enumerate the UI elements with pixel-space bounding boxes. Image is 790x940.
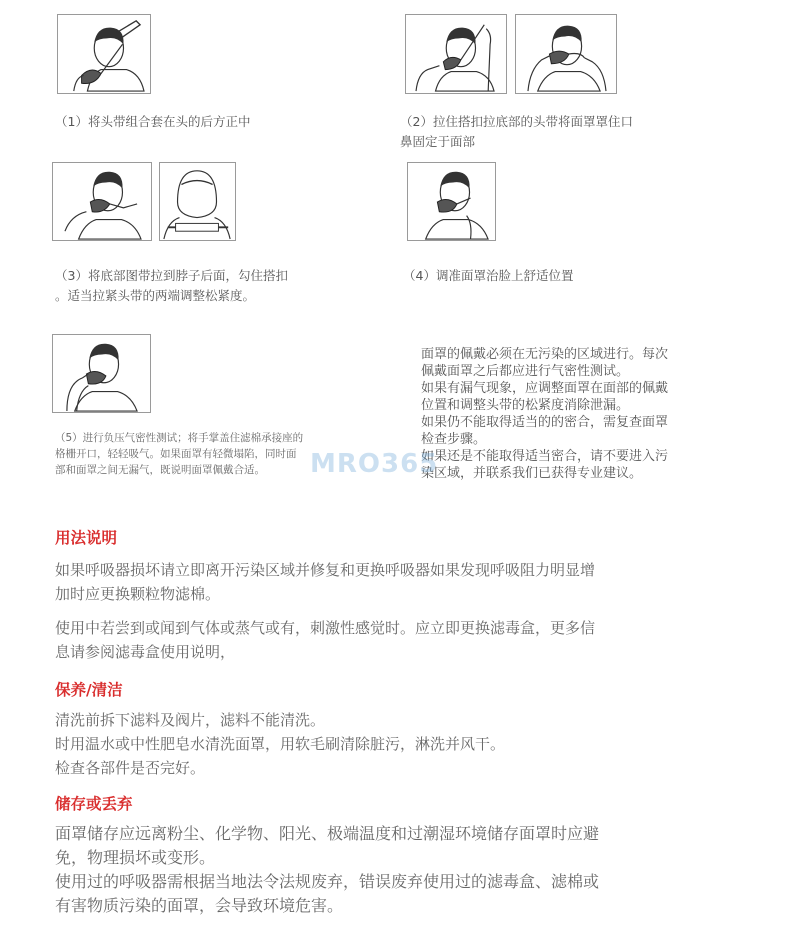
section-line: 时用温水或中性肥皂水清洗面罩，用软毛刷清除脏污，淋洗并风干。 bbox=[55, 735, 506, 753]
fit-test-note-line: 佩戴面罩之后都应进行气密性测试。 bbox=[421, 364, 630, 379]
fit-test-note-line: 检查步骤。 bbox=[421, 432, 487, 447]
step-3-illustration-b bbox=[159, 162, 236, 241]
step-4-illustration bbox=[407, 162, 496, 241]
step-3-caption-line: 。适当拉紧头带的两端调整松紧度。 bbox=[55, 288, 256, 303]
step-3-caption bbox=[55, 266, 288, 306]
watermark: MRO365 bbox=[310, 449, 439, 479]
fit-test-note-line: 染区域，并联系我们已获得专业建议。 bbox=[421, 466, 643, 481]
section-line: 使用过的呼吸器需根据当地法令法规废弃，错误废弃使用过的滤毒盒、滤棉或 bbox=[55, 872, 600, 891]
step-2-illustration-a bbox=[405, 14, 507, 94]
step-2-illustration-b bbox=[515, 14, 617, 94]
section-line: 息请参阅滤毒盒使用说明， bbox=[55, 643, 236, 661]
person-pulling-strap-icon bbox=[406, 15, 506, 93]
section-line: 使用中若尝到或闻到气体或蒸气或有，刺激性感觉时。应立即更换滤毒盒，更多信 bbox=[55, 619, 596, 637]
section-line: 有害物质污染的面罩，会导致环境危害。 bbox=[55, 896, 344, 915]
fit-test-note-line: 如果有漏气现象，应调整面罩在面部的佩戴 bbox=[421, 381, 669, 396]
person-wearing-mask-icon bbox=[408, 163, 495, 240]
step-2-caption-line: （2）拉住搭扣拉底部的头带将面罩罩住口 bbox=[400, 114, 633, 129]
step-2-caption bbox=[400, 112, 633, 152]
section-body-storage bbox=[55, 822, 755, 918]
section-body-usage bbox=[55, 558, 755, 664]
step-3-illustration-a bbox=[52, 162, 152, 241]
step-5-caption-line: 部和面罩之间无漏气，既说明面罩佩戴合适。 bbox=[55, 464, 265, 476]
section-line: 检查各部件是否完好。 bbox=[55, 759, 206, 777]
person-testing-seal-icon bbox=[53, 335, 150, 412]
section-line: 免，物理损坏或变形。 bbox=[55, 848, 216, 867]
fit-test-note-line: 面罩的佩戴必须在无污染的区域进行。每次 bbox=[421, 347, 669, 362]
step-1-illustration bbox=[57, 14, 151, 94]
step-1-caption-line: （1）将头带组合套在头的后方正中 bbox=[55, 114, 251, 129]
section-line: 加时应更换颗粒物滤棉。 bbox=[55, 585, 221, 603]
section-heading-storage: 储存或丢弃 bbox=[55, 795, 133, 813]
fit-test-note-line: 如果还是不能取得适当密合，请不要进入污 bbox=[421, 449, 669, 464]
step-5-illustration bbox=[52, 334, 151, 413]
section-body-care bbox=[55, 708, 755, 780]
back-of-head-strap-icon bbox=[160, 163, 235, 240]
step-4-caption bbox=[403, 266, 573, 286]
step-3-caption-line: （3）将底部图带拉到脖子后面，勾住搭扣 bbox=[55, 268, 288, 283]
step-4-caption-line: （4）调准面罩治脸上舒适位置 bbox=[403, 268, 574, 283]
fit-test-note bbox=[421, 346, 771, 482]
section-heading-usage: 用法说明 bbox=[55, 529, 118, 547]
section-line: 如果呼吸器损坏请立即离开污染区域并修复和更换呼吸器如果发现呼吸阻力明显增 bbox=[55, 561, 596, 579]
step-5-caption-line: （5）进行负压气密性测试；将手掌盖住滤棉承接座的 bbox=[55, 432, 304, 444]
fit-test-note-line: 位置和调整头带的松紧度消除泄漏。 bbox=[421, 398, 630, 413]
section-line: 清洗前拆下滤料及阀片，滤料不能清洗。 bbox=[55, 711, 326, 729]
step-1-caption bbox=[55, 112, 250, 132]
person-donning-mask-icon bbox=[58, 15, 150, 93]
person-adjusting-neck-strap-icon bbox=[53, 163, 151, 240]
step-5-caption bbox=[55, 430, 303, 478]
step-2-caption-line: 鼻固定于面部 bbox=[400, 134, 476, 149]
section-heading-care: 保养/清洁 bbox=[55, 681, 123, 699]
step-5-caption-line: 格栅开口，轻轻吸气。如果面罩有轻微塌陷，同时面 bbox=[55, 448, 297, 460]
section-line: 面罩储存应远离粉尘、化学物、阳光、极端温度和过潮湿环境储存面罩时应避 bbox=[55, 824, 600, 843]
fit-test-note-line: 如果仍不能取得适当的的密合，需复查面罩 bbox=[421, 415, 669, 430]
person-fastening-mask-icon bbox=[516, 15, 616, 93]
